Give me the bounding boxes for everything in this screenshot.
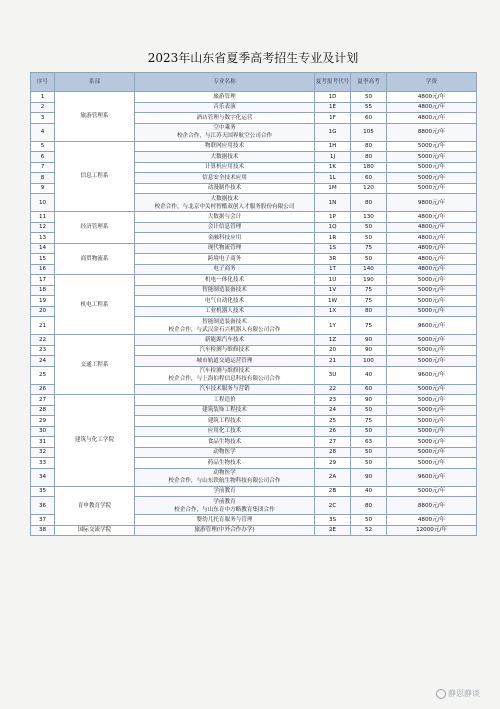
cell-code: 2E — [315, 525, 351, 536]
cell-plan: 50 — [351, 426, 387, 437]
major-line: 学前教育 — [213, 488, 236, 495]
cell-code: 24 — [315, 405, 351, 416]
cell-code: 28 — [315, 447, 351, 458]
cell-code: 29 — [315, 458, 351, 469]
cell-plan: 130 — [351, 212, 387, 223]
cell-seq: 25 — [31, 366, 55, 384]
cell-plan: 120 — [351, 183, 387, 194]
cell-code: 1W — [315, 296, 351, 307]
cell-code: 25 — [315, 416, 351, 427]
cell-fee: 9600元/年 — [387, 468, 477, 486]
enrollment-table — [30, 72, 477, 536]
cell-fee: 5000元/年 — [387, 162, 477, 173]
major-line: 建筑工程技术 — [207, 417, 242, 424]
cell-code: 3S — [315, 515, 351, 526]
cell-seq: 19 — [31, 296, 55, 307]
major-line: 动物医学 — [213, 470, 236, 476]
major-line: 电气自动化技术 — [204, 297, 245, 304]
cell-dept: 经济管理系 — [55, 212, 135, 244]
major-line: 工业机器人技术 — [204, 308, 245, 315]
cell-fee: 4800元/年 — [387, 113, 477, 124]
cell-major — [135, 306, 315, 317]
cell-major — [135, 384, 315, 395]
cell-dept: 信息工程系 — [55, 141, 135, 212]
cell-seq: 20 — [31, 306, 55, 317]
cell-plan: 40 — [351, 486, 387, 497]
cell-major — [135, 447, 315, 458]
cell-major — [135, 162, 315, 173]
cell-dept: 建筑与化工学院 — [55, 395, 135, 487]
cell-seq: 8 — [31, 173, 55, 184]
cell-seq: 4 — [31, 123, 55, 141]
cell-plan: 52 — [351, 525, 387, 536]
cell-dept: 旅游管理系 — [55, 92, 135, 142]
cell-plan: 80 — [351, 194, 387, 212]
cell-fee: 5000元/年 — [387, 183, 477, 194]
major-line: 学前教育 — [213, 498, 236, 505]
cell-fee: 4800元/年 — [387, 243, 477, 254]
cell-plan: 50 — [351, 458, 387, 469]
cell-code: 2A — [315, 468, 351, 486]
cell-plan: 50 — [351, 92, 387, 103]
cell-fee: 9800元/年 — [387, 194, 477, 212]
cell-plan: 90 — [351, 335, 387, 346]
cell-fee: 5000元/年 — [387, 285, 477, 296]
plan-sheet — [30, 50, 476, 536]
cell-plan: 190 — [351, 275, 387, 286]
cell-plan: 63 — [351, 437, 387, 448]
cell-code: 22 — [315, 384, 351, 395]
cell-seq: 17 — [31, 275, 55, 286]
cell-seq: 9 — [31, 183, 55, 194]
cell-plan: 75 — [351, 416, 387, 427]
cell-major — [135, 345, 315, 356]
cell-code: 1U — [315, 275, 351, 286]
table-row — [31, 335, 477, 346]
cell-fee: 5000元/年 — [387, 437, 477, 448]
cell-seq: 2 — [31, 102, 55, 113]
cell-major — [135, 285, 315, 296]
cell-major — [135, 317, 315, 335]
major-line: 信息安全技术应用 — [202, 174, 247, 181]
cell-plan: 180 — [351, 162, 387, 173]
page-title: 2023年山东省夏季高考招生专业及计划 — [147, 51, 359, 65]
cell-code: 1L — [315, 173, 351, 184]
table-row — [31, 92, 477, 103]
cell-seq: 31 — [31, 437, 55, 448]
cell-fee: 5000元/年 — [387, 416, 477, 427]
cell-code: 1F — [315, 113, 351, 124]
cell-code: 1V — [315, 285, 351, 296]
cell-major — [135, 458, 315, 469]
cell-seq: 16 — [31, 264, 55, 275]
major-line: 校企合作，与山东育中方略教育集团合作 — [174, 506, 275, 513]
cell-major — [135, 275, 315, 286]
table-row — [31, 275, 477, 286]
cell-major — [135, 183, 315, 194]
cell-fee: 5000元/年 — [387, 152, 477, 163]
major-line: 校企合作，与武汉金石兴机器人有限公司合作 — [168, 326, 281, 333]
cell-fee: 8800元/年 — [387, 497, 477, 515]
cell-seq: 26 — [31, 384, 55, 395]
cell-seq: 37 — [31, 515, 55, 526]
cell-fee: 5000元/年 — [387, 458, 477, 469]
major-line: 城市轨道交通运营管理 — [196, 357, 253, 364]
cell-seq: 30 — [31, 426, 55, 437]
cell-fee: 4800元/年 — [387, 102, 477, 113]
cell-major — [135, 468, 315, 486]
cell-seq: 6 — [31, 152, 55, 163]
cell-code: 1Y — [315, 317, 351, 335]
cell-dept: 育申教育学院 — [55, 486, 135, 525]
cell-plan: 60 — [351, 384, 387, 395]
cell-fee: 5000元/年 — [387, 405, 477, 416]
cell-code: 1H — [315, 141, 351, 152]
cell-major — [135, 254, 315, 265]
cell-code: 1P — [315, 212, 351, 223]
cell-seq: 35 — [31, 486, 55, 497]
major-line: 工程造价 — [213, 396, 236, 403]
cell-dept: 商贸物流系 — [55, 243, 135, 275]
cell-seq: 3 — [31, 113, 55, 124]
cell-dept: 交通工程系 — [55, 335, 135, 395]
cell-major — [135, 212, 315, 223]
major-line: 校企合作，与山东铁航生物科技有限公司合作 — [168, 478, 281, 484]
watermark-logo-icon — [436, 689, 446, 699]
cell-code: 27 — [315, 437, 351, 448]
cell-plan: 60 — [351, 113, 387, 124]
major-line: 动物医学 — [213, 449, 236, 456]
cell-fee: 12000元/年 — [387, 525, 477, 536]
cell-code: 1J — [315, 152, 351, 163]
cell-code: 1M — [315, 183, 351, 194]
header-seq: 序号 — [31, 73, 55, 92]
cell-plan: 75 — [351, 296, 387, 307]
cell-fee: 5000元/年 — [387, 173, 477, 184]
major-line: 空中乘务 — [213, 125, 236, 131]
major-line: 食品生物技术 — [207, 438, 242, 445]
cell-plan: 50 — [351, 254, 387, 265]
cell-major — [135, 173, 315, 184]
cell-major — [135, 335, 315, 346]
cell-fee: 5000元/年 — [387, 296, 477, 307]
cell-major — [135, 497, 315, 515]
cell-plan: 75 — [351, 243, 387, 254]
major-line: 建筑装饰工程技术 — [202, 407, 247, 414]
cell-code: 1T — [315, 264, 351, 275]
cell-fee: 5000元/年 — [387, 486, 477, 497]
cell-seq: 34 — [31, 468, 55, 486]
cell-code: 1N — [315, 194, 351, 212]
cell-fee: 5000元/年 — [387, 141, 477, 152]
cell-major — [135, 437, 315, 448]
cell-fee: 5000元/年 — [387, 356, 477, 367]
cell-fee: 5000元/年 — [387, 384, 477, 395]
major-line: 应用化工技术 — [207, 428, 242, 435]
cell-fee: 5000元/年 — [387, 447, 477, 458]
cell-plan: 60 — [351, 173, 387, 184]
table-row — [31, 395, 477, 406]
cell-major — [135, 123, 315, 141]
major-line: 校企合作，与北京中关村智酷双创人才服务股份有限公司 — [154, 203, 295, 210]
cell-fee: 4800元/年 — [387, 254, 477, 265]
major-line: 物联网应用技术 — [204, 143, 245, 150]
table-body — [31, 92, 477, 536]
cell-code: 3U — [315, 366, 351, 384]
cell-fee: 4800元/年 — [387, 515, 477, 526]
cell-seq: 10 — [31, 194, 55, 212]
cell-major — [135, 486, 315, 497]
cell-seq: 27 — [31, 395, 55, 406]
header-row — [31, 73, 477, 92]
cell-seq: 15 — [31, 254, 55, 265]
cell-major — [135, 113, 315, 124]
cell-plan: 50 — [351, 405, 387, 416]
cell-code: 1K — [315, 162, 351, 173]
header-plan: 夏季高考 — [351, 73, 387, 92]
cell-code: 26 — [315, 426, 351, 437]
cell-fee: 4800元/年 — [387, 222, 477, 233]
cell-seq: 1 — [31, 92, 55, 103]
cell-fee: 5000元/年 — [387, 426, 477, 437]
cell-plan: 50 — [351, 447, 387, 458]
cell-fee: 8800元/年 — [387, 123, 477, 141]
cell-code: 1Q — [315, 222, 351, 233]
header-major: 专业名称 — [135, 73, 315, 92]
watermark-text: 静思静谈 — [448, 689, 480, 698]
table-row — [31, 243, 477, 254]
cell-major — [135, 366, 315, 384]
cell-code: 23 — [315, 395, 351, 406]
cell-major — [135, 525, 315, 536]
cell-major — [135, 102, 315, 113]
cell-seq: 11 — [31, 212, 55, 223]
major-line: 音乐表演 — [213, 104, 236, 111]
cell-code: 1G — [315, 123, 351, 141]
major-line: 药品生物技术 — [207, 459, 242, 466]
major-line: 汽车检测与维修技术 — [199, 347, 250, 354]
cell-plan: 90 — [351, 468, 387, 486]
cell-major — [135, 264, 315, 275]
major-line: 新能源汽车技术 — [204, 336, 245, 343]
cell-code: 2B — [315, 486, 351, 497]
header-dept: 系部 — [55, 73, 135, 92]
cell-plan: 80 — [351, 497, 387, 515]
table-row — [31, 212, 477, 223]
cell-seq: 24 — [31, 356, 55, 367]
table-row — [31, 141, 477, 152]
cell-fee: 9600元/年 — [387, 366, 477, 384]
cell-fee: 4800元/年 — [387, 92, 477, 103]
cell-plan: 75 — [351, 317, 387, 335]
cell-seq: 38 — [31, 525, 55, 536]
major-line: 汽车技术服务与营销 — [199, 386, 250, 393]
cell-code: 3R — [315, 254, 351, 265]
cell-code: 1X — [315, 306, 351, 317]
cell-fee: 5000元/年 — [387, 345, 477, 356]
cell-plan: 140 — [351, 264, 387, 275]
cell-major — [135, 243, 315, 254]
cell-code: 1Z — [315, 335, 351, 346]
cell-major — [135, 405, 315, 416]
cell-major — [135, 426, 315, 437]
cell-seq: 12 — [31, 222, 55, 233]
cell-dept: 国际交流学院 — [55, 525, 135, 536]
cell-seq: 33 — [31, 458, 55, 469]
major-line: 大数据技术 — [210, 195, 239, 202]
major-line: 智能制造装备技术 — [202, 287, 247, 294]
major-line: 现代物流管理 — [207, 245, 242, 252]
cell-seq: 5 — [31, 141, 55, 152]
major-line: 电子商务 — [213, 266, 236, 273]
cell-major — [135, 222, 315, 233]
cell-major — [135, 92, 315, 103]
major-line: 校企合作，与上海伯程信息科技有限公司合作 — [168, 376, 281, 382]
cell-plan: 50 — [351, 515, 387, 526]
cell-fee: 5000元/年 — [387, 395, 477, 406]
cell-major — [135, 141, 315, 152]
cell-seq: 29 — [31, 416, 55, 427]
cell-major — [135, 152, 315, 163]
cell-dept: 机电工程系 — [55, 275, 135, 335]
major-line: 婴幼儿托育服务与管理 — [196, 516, 253, 523]
cell-plan: 105 — [351, 123, 387, 141]
cell-fee: 5000元/年 — [387, 306, 477, 317]
cell-major — [135, 233, 315, 244]
cell-seq: 13 — [31, 233, 55, 244]
cell-fee: 5000元/年 — [387, 275, 477, 286]
cell-seq: 23 — [31, 345, 55, 356]
cell-seq: 32 — [31, 447, 55, 458]
major-line: 校企合作，与江苏天国界航空公司合作 — [176, 133, 273, 139]
cell-seq: 22 — [31, 335, 55, 346]
table-row — [31, 525, 477, 536]
cell-seq: 28 — [31, 405, 55, 416]
major-line: 智能制造装备技术 — [202, 318, 247, 325]
major-line: 酒店管理与数字化运营 — [196, 114, 253, 121]
major-line: 旅游管理(中外合作办学) — [194, 527, 255, 534]
cell-fee: 9600元/年 — [387, 317, 477, 335]
watermark — [436, 688, 480, 699]
cell-plan: 55 — [351, 102, 387, 113]
major-line: 旅游管理 — [213, 93, 236, 100]
cell-code: 20 — [315, 345, 351, 356]
cell-plan: 80 — [351, 152, 387, 163]
cell-plan: 90 — [351, 345, 387, 356]
major-line: 金融科技应用 — [207, 234, 242, 241]
cell-seq: 21 — [31, 317, 55, 335]
cell-code: 1R — [315, 233, 351, 244]
cell-major — [135, 356, 315, 367]
cell-code: 2C — [315, 497, 351, 515]
cell-plan: 100 — [351, 356, 387, 367]
cell-seq: 18 — [31, 285, 55, 296]
cell-major — [135, 416, 315, 427]
cell-major — [135, 194, 315, 212]
major-line: 跨境电子商务 — [207, 255, 242, 262]
cell-seq: 14 — [31, 243, 55, 254]
cell-plan: 80 — [351, 141, 387, 152]
cell-plan: 90 — [351, 395, 387, 406]
cell-code: 1E — [315, 102, 351, 113]
major-line: 会计信息管理 — [207, 224, 242, 231]
major-line: 汽车检测与维修技术 — [199, 368, 250, 374]
cell-plan: 80 — [351, 306, 387, 317]
cell-fee: 4800元/年 — [387, 212, 477, 223]
cell-fee: 4800元/年 — [387, 264, 477, 275]
cell-major — [135, 515, 315, 526]
major-line: 动漫制作技术 — [207, 185, 242, 192]
major-line: 计算机应用技术 — [204, 164, 245, 171]
table-row — [31, 486, 477, 497]
cell-plan: 40 — [351, 366, 387, 384]
cell-fee: 4800元/年 — [387, 233, 477, 244]
cell-seq: 36 — [31, 497, 55, 515]
cell-seq: 7 — [31, 162, 55, 173]
major-line: 大数据与会计 — [207, 213, 242, 220]
header-code: 夏考报考代号 — [315, 73, 351, 92]
cell-major — [135, 296, 315, 307]
cell-code: 1D — [315, 92, 351, 103]
header-fee: 学费 — [387, 73, 477, 92]
cell-major — [135, 395, 315, 406]
cell-code: 21 — [315, 356, 351, 367]
cell-plan: 50 — [351, 222, 387, 233]
cell-code: 1S — [315, 243, 351, 254]
cell-fee: 5000元/年 — [387, 335, 477, 346]
cell-plan: 75 — [351, 285, 387, 296]
cell-plan: 50 — [351, 233, 387, 244]
major-line: 大数据技术 — [210, 153, 239, 160]
major-line: 机电一体化技术 — [204, 276, 245, 283]
